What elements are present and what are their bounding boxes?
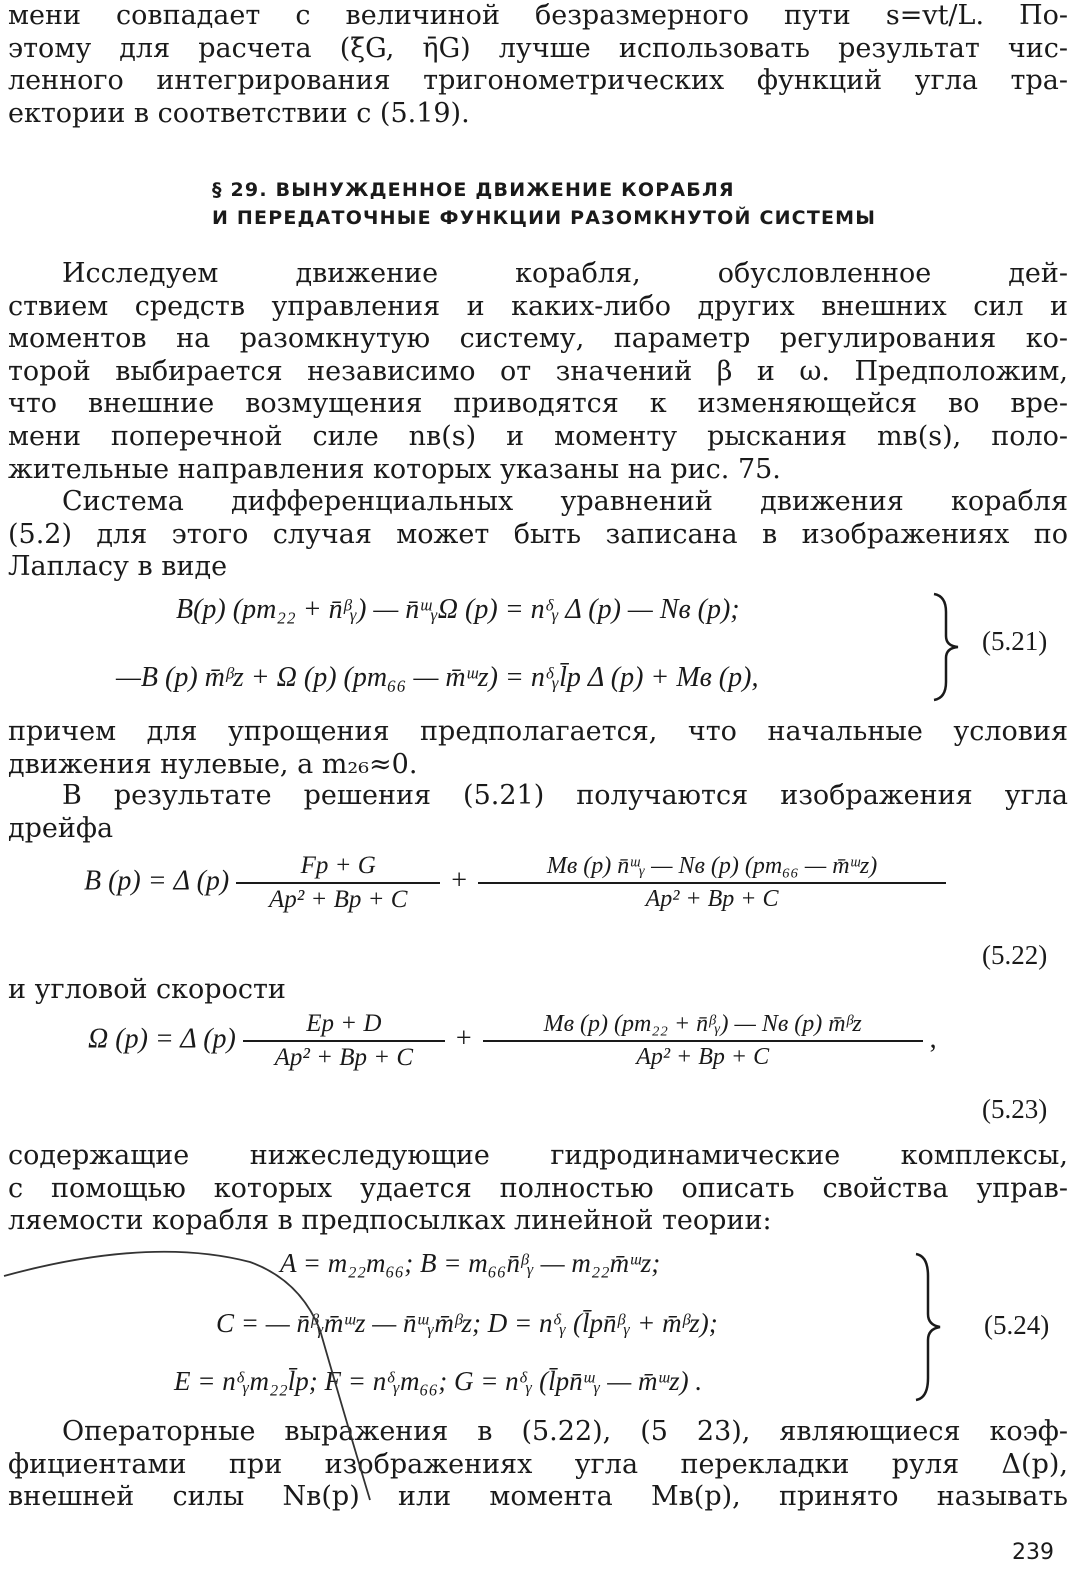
page-number: 239 (1012, 1540, 1054, 1565)
fraction-numerator: Mв (p) (pm₂₂ + n̄ᵝᵧ) — Nв (p) m̄ᵝz (483, 1011, 923, 1042)
fraction-denominator: Ap² + Bp + C (274, 1044, 414, 1071)
equation-5-24-line1: A = m₂₂m₆₆; B = m₆₆n̄ᵝᵧ — m₂₂m̄ᵚz; (280, 1248, 661, 1278)
text-line: ствием средств управления и каких-либо других внешних сил и (8, 290, 1068, 322)
text-line: моментов на разомкнутую систему, параметр регулирования ко- (8, 323, 1068, 355)
text-line: Исследуем движение корабля, обусловленное дей- (62, 258, 1068, 289)
text-line: торой выбирается независимо от значений β и ω. Предположим, (8, 355, 1068, 387)
text-line: ектории в соответствии с (5.19). (8, 97, 470, 129)
text-line: В результате решения (5.21) получаются изображения угла (62, 780, 1068, 811)
equation-lhs: B (p) = Δ (p) (84, 865, 230, 897)
plus-sign: + (455, 1023, 472, 1055)
text-line: Операторные выражения в (5.22), (5 23), являющиеся коэф- (62, 1416, 1068, 1447)
comma: , (929, 1023, 937, 1055)
equation-number: (5.22) (982, 940, 1048, 970)
fraction-numerator: Fp + G (236, 852, 440, 884)
equation-lhs: Ω (p) = Δ (p) (88, 1023, 236, 1055)
text-line: этому для расчета (ξ̄G, η̄G) лучше использовать результат чис- (8, 32, 1068, 64)
plus-sign: + (451, 865, 468, 897)
equation-5-21-line2: —B (p) m̄ᵝz + Ω (p) (pm₆₆ — m̄ᵚz) = nᵟᵧl̄р Δ (p) + Mв (p), (116, 662, 759, 693)
equation-5-21-line1: B(p) (pm₂₂ + n̄ᵝᵧ) — n̄ᵚᵧΩ (p) = nᵟᵧ Δ (p) — Nв (p); (176, 594, 740, 625)
text-line: (5.2) для этого случая может быть записана в изображениях по (8, 518, 1068, 550)
text-line: фициентами при изображениях угла перекладки руля Δ(p), (8, 1448, 1068, 1480)
text-line: что внешние возмущения приводятся к изменяющейся во вре- (8, 388, 1068, 420)
text-line: Лапласу в виде (8, 551, 228, 583)
text-line: внешней силы Nв(p) или момента Mв(p), принято называть (8, 1481, 1068, 1513)
text-line: с помощью которых удается полностью описать свойства управ- (8, 1172, 1068, 1204)
fraction-numerator: Ep + D (243, 1010, 445, 1042)
text-line: ляемости корабля в предпосылках линейной теории: (8, 1205, 772, 1237)
fraction-denominator: Ap² + Bp + C (269, 886, 408, 913)
equation-number: (5.24) (984, 1310, 1050, 1340)
equation-number: (5.21) (982, 626, 1048, 656)
equation-5-24-line2: C = — n̄ᵝᵧm̄ᵚz — n̄ᵚᵧm̄ᵝz; D = nᵟᵧ (l̄рn̄ᵝᵧ + m̄ᵝz); (216, 1308, 718, 1338)
text-line: движения нулевые, а m₂₆≈0. (8, 748, 418, 780)
text-line: жительные направления которых указаны на рис. 75. (8, 453, 781, 485)
fraction-denominator: Ap² + Bp + C (636, 1044, 770, 1070)
text-line: ленного интегрирования тригонометрических функций угла тра- (8, 65, 1068, 97)
text-line: мени поперечной силе nв(s) и моменту рыскания mв(s), поло- (8, 420, 1068, 452)
fraction-numerator: Mв (p) n̄ᵚᵧ — Nв (p) (pm₆₆ — m̄ᵚz) (478, 853, 946, 884)
text-line: дрейфа (8, 812, 114, 844)
section-title-line: § 29. ВЫНУЖДЕННОЕ ДВИЖЕНИЕ КОРАБЛЯ (212, 179, 735, 201)
equation-number: (5.23) (982, 1094, 1048, 1124)
text-line: и угловой скорости (8, 974, 286, 1005)
text-line: содержащие нижеследующие гидродинамические комплексы, (8, 1140, 1068, 1171)
text-line: Система дифференциальных уравнений движения корабля (62, 486, 1068, 517)
fraction-denominator: Ap² + Bp + C (645, 886, 779, 912)
text-line: мени совпадает с величиной безразмерного пути s=vt/L. По- (8, 0, 1068, 31)
equation-5-24-line3: E = nᵟᵧm₂₂l̄р; F = nᵟᵧm₆₆; G = nᵟᵧ (l̄рn̄ᵚᵧ — m̄ᵚz) . (174, 1366, 703, 1396)
section-title-line: И ПЕРЕДАТОЧНЫЕ ФУНКЦИИ РАЗОМКНУТОЙ СИСТЕМЫ (212, 207, 877, 229)
text-line: причем для упрощения предполагается, что начальные условия (8, 716, 1068, 747)
